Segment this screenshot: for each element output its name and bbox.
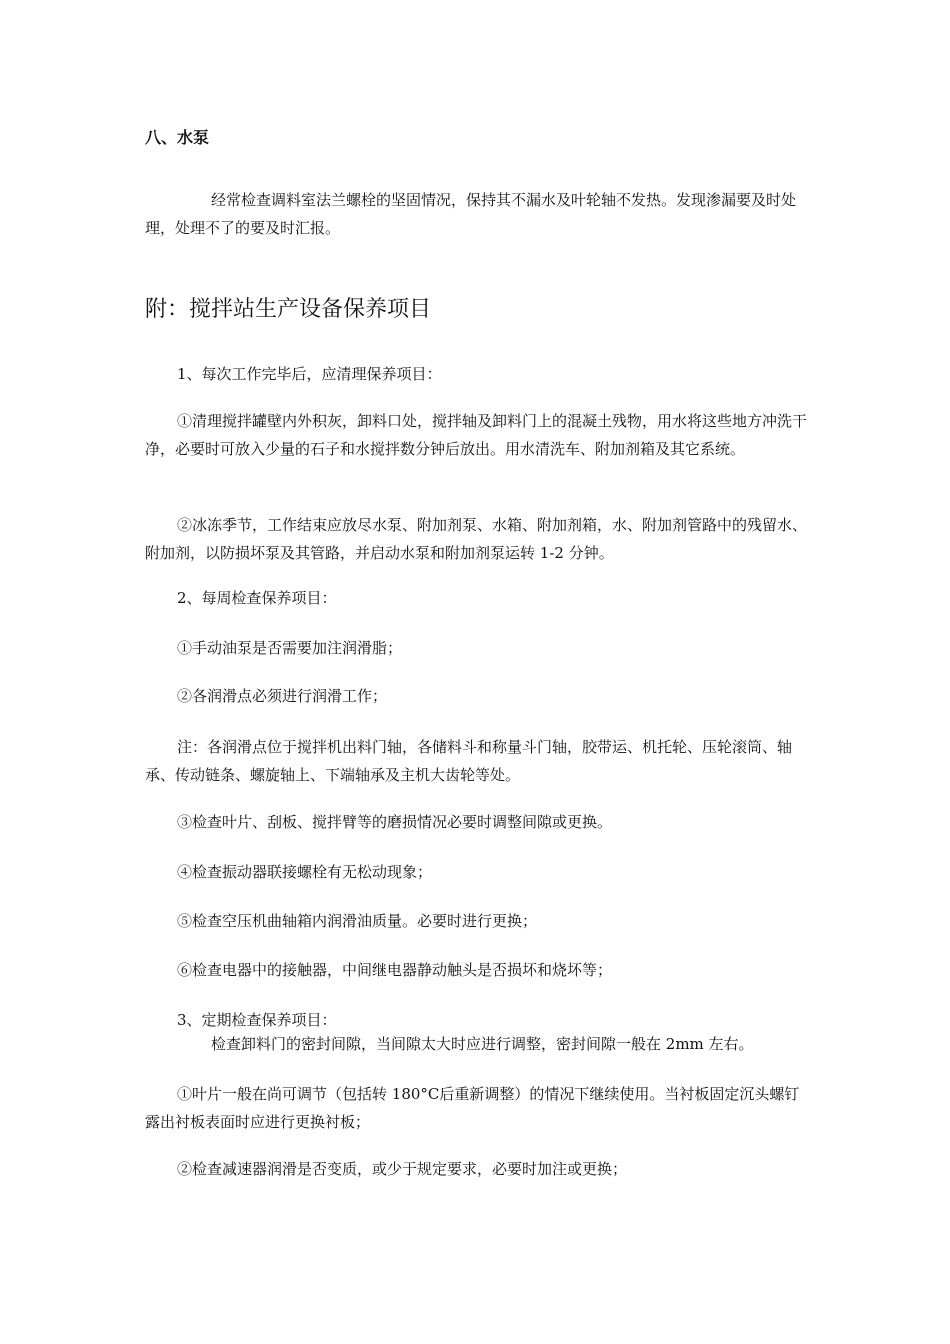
periodic-heading: 3、定期检查保养项目： [177, 1011, 337, 1029]
water-pump-paragraph: 经常检查调料室法兰螺栓的坚固情况，保持其不漏水及叶轮轴不发热。发现渗漏要及时处理，处理不了的要及时汇报。 [145, 191, 797, 237]
periodic-intro: 检查卸料门的密封间隙，当间隙太大时应进行调整，密封间隙一般在 2mm 左右。 [211, 1035, 754, 1053]
weekly-item-4: ④检查振动器联接螺栓有无松动现象； [177, 863, 433, 881]
periodic-item-1: ①叶片一般在尚可调节（包括转 180°C后重新调整）的情况下继续使用。当衬板固定沉头螺钉露出衬板表面时应进行更换衬板； [145, 1085, 800, 1131]
weekly-item-5: ⑤检查空压机曲轴箱内润滑油质量。必要时进行更换； [177, 912, 538, 930]
after-work-heading: 1、每次工作完毕后，应清理保养项目： [177, 365, 442, 383]
section-heading-water-pump: 八、水泵 [145, 128, 210, 147]
weekly-item-3: ③检查叶片、刮板、搅拌臂等的磨损情况必要时调整间隙或更换。 [177, 813, 613, 831]
appendix-title: 附：搅拌站生产设备保养项目 [145, 297, 432, 322]
weekly-item-6: ⑥检查电器中的接触器，中间继电器静动触头是否损坏和烧坏等； [177, 961, 613, 979]
weekly-note: 注：各润滑点位于搅拌机出料门轴，各储料斗和称量斗门轴，胶带运、机托轮、压轮滚筒、轴承、传动链条、螺旋轴上、下端轴承及主机大齿轮等处。 [145, 738, 793, 784]
weekly-item-2: ②各润滑点必须进行润滑工作； [177, 687, 388, 705]
weekly-heading: 2、每周检查保养项目： [177, 589, 337, 607]
weekly-item-1: ①手动油泵是否需要加注润滑脂； [177, 639, 403, 657]
after-work-item-1: ①清理搅拌罐壁内外积灰，卸料口处，搅拌轴及卸料门上的混凝土残物，用水将这些地方冲洗干净，必要时可放入少量的石子和水搅拌数分钟后放出。用水清洗车、附加剂箱及其它系统。 [145, 412, 808, 458]
after-work-item-2: ②冰冻季节，工作结束应放尽水泵、附加剂泵、水箱、附加剂箱，水、附加剂管路中的残留水、附加剂，以防损坏泵及其管路，并启动水泵和附加剂泵运转 1-2 分钟。 [145, 516, 808, 562]
periodic-item-2: ②检查减速器润滑是否变质，或少于规定要求，必要时加注或更换； [177, 1160, 628, 1178]
